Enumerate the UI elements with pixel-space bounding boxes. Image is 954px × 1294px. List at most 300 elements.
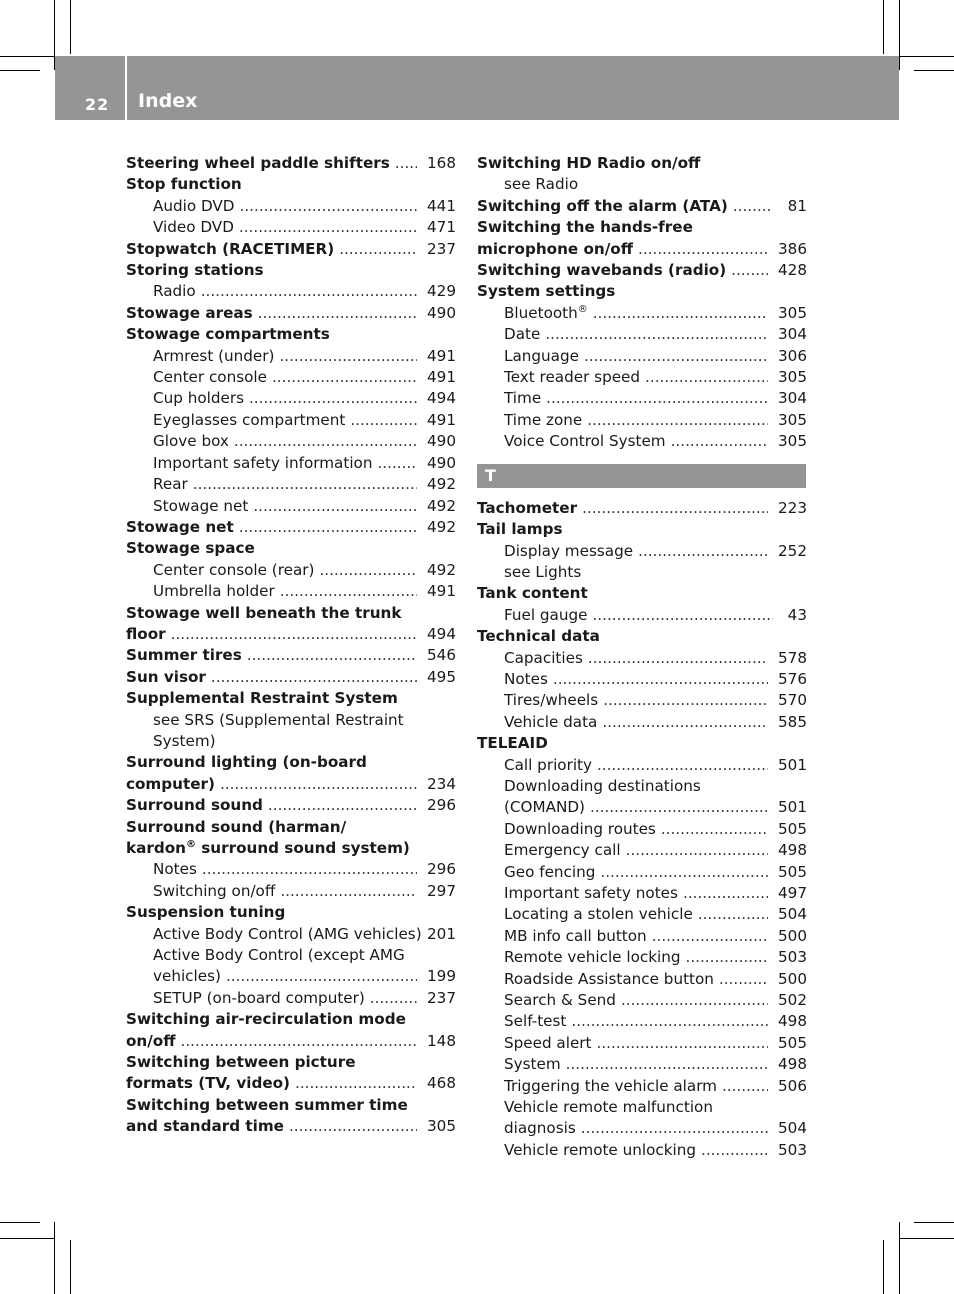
entry-page-number: 468	[427, 1074, 456, 1093]
index-subentry	[126, 346, 456, 367]
crop-mark	[900, 1238, 954, 1239]
entry-page-number: 305	[778, 410, 807, 429]
index-entry	[126, 260, 456, 281]
index-subentry	[126, 924, 456, 945]
index-subentry	[477, 1076, 807, 1097]
entry-text	[504, 388, 541, 409]
entry-label: Center console (rear)	[153, 560, 315, 579]
entry-text	[477, 218, 693, 236]
index-subentry	[477, 388, 807, 409]
dot-leader	[652, 926, 768, 947]
index-subentry	[126, 281, 456, 302]
index-subentry	[477, 174, 807, 195]
index-entry	[126, 624, 456, 645]
entry-page-number: 503	[778, 1140, 807, 1159]
dot-leader	[626, 840, 768, 861]
registered-mark: ®	[185, 838, 196, 850]
entry-text	[504, 175, 578, 193]
index-subentry	[126, 881, 456, 902]
index-subentry	[126, 217, 456, 238]
crop-mark	[0, 56, 54, 57]
index-entry	[126, 752, 456, 773]
entry-label: Tires/wheels	[504, 691, 599, 710]
dot-leader	[638, 239, 768, 260]
entry-label: microphone on/off	[477, 239, 634, 258]
entry-label: Center console	[153, 368, 267, 387]
entry-label: Technical data	[477, 627, 600, 646]
entry-label: kardon	[126, 839, 186, 857]
dot-leader	[280, 881, 417, 902]
index-entry	[126, 603, 456, 624]
entry-text	[504, 926, 647, 947]
entry-label: see SRS (Supplemental Restraint	[153, 710, 404, 729]
dot-leader	[566, 1054, 768, 1075]
entry-page-number: 43	[787, 605, 807, 624]
entry-text	[126, 261, 264, 279]
index-subentry	[126, 859, 456, 880]
index-group-s	[477, 153, 807, 453]
entry-label: Armrest (under)	[153, 346, 275, 365]
dot-leader	[719, 969, 768, 990]
entry-page-number: 471	[427, 218, 456, 237]
entry-text	[153, 474, 188, 495]
index-entry	[126, 667, 456, 688]
entry-label: Active Body Control (except AMG	[153, 946, 405, 965]
entry-text	[153, 367, 267, 388]
dot-leader	[671, 431, 768, 452]
index-subentry	[126, 966, 456, 987]
index-subentry	[477, 1140, 807, 1161]
index-subentry	[477, 755, 807, 776]
dot-leader	[722, 1076, 768, 1097]
dot-leader	[240, 196, 417, 217]
entry-text	[126, 689, 398, 707]
dot-leader	[202, 859, 417, 880]
entry-text	[504, 1098, 713, 1116]
entry-text	[153, 881, 275, 902]
dot-leader	[597, 1033, 768, 1054]
index-entry	[126, 1095, 456, 1116]
dot-leader	[683, 883, 768, 904]
entry-text	[477, 260, 726, 281]
registered-mark: ®	[577, 303, 588, 315]
entry-text	[504, 1140, 696, 1161]
entry-text	[126, 1073, 290, 1094]
entry-text	[126, 645, 242, 666]
entry-label: Stowage net	[126, 517, 234, 536]
entry-label: Triggering the vehicle alarm	[504, 1076, 717, 1095]
entry-text	[153, 453, 372, 474]
dot-leader	[239, 217, 417, 238]
entry-page-number: 148	[427, 1031, 456, 1050]
crop-mark	[0, 1238, 54, 1239]
entry-page-number: 503	[778, 948, 807, 967]
crop-mark	[900, 56, 954, 57]
dot-leader	[280, 581, 417, 602]
crop-mark	[54, 1222, 55, 1294]
entry-label: Call priority	[504, 755, 592, 774]
dot-leader	[553, 669, 768, 690]
entry-page-number: 305	[778, 432, 807, 451]
crop-mark	[883, 1240, 884, 1294]
entry-page-number: 490	[427, 453, 456, 472]
index-subentry	[126, 945, 456, 966]
entry-text	[153, 410, 345, 431]
entry-label: Time	[504, 389, 542, 408]
entry-text	[504, 1076, 717, 1097]
entry-label: Video DVD	[153, 218, 234, 237]
dot-leader	[272, 367, 417, 388]
index-entry	[126, 538, 456, 559]
page-title: Index	[138, 90, 198, 112]
entry-page-number: 429	[427, 282, 456, 301]
dot-leader	[603, 690, 768, 711]
entry-label: Switching wavebands (radio)	[477, 261, 727, 280]
entry-label: Language	[504, 346, 579, 365]
index-subentry	[477, 367, 807, 388]
entry-page-number: 234	[427, 774, 456, 793]
entry-text	[153, 217, 234, 238]
index-subentry	[477, 303, 807, 324]
index-entry	[126, 795, 456, 816]
dot-leader	[247, 645, 417, 666]
index-group-t	[477, 498, 807, 1162]
entry-page-number: 306	[778, 346, 807, 365]
dot-leader	[645, 367, 768, 388]
dot-leader	[602, 712, 768, 733]
entry-text	[126, 667, 206, 688]
crop-mark	[0, 70, 40, 71]
entry-text	[504, 777, 701, 795]
entry-page-number: 504	[778, 905, 807, 924]
dot-leader	[258, 303, 417, 324]
index-entry	[126, 174, 456, 195]
entry-text	[504, 367, 640, 388]
entry-label: Storing stations	[126, 261, 264, 280]
index-subentry	[477, 1054, 807, 1075]
entry-label: Surround lighting (on-board	[126, 753, 367, 772]
entry-label: Tachometer	[477, 498, 578, 517]
dot-leader	[319, 560, 417, 581]
index-subentry	[477, 324, 807, 345]
entry-label: Downloading routes	[504, 819, 656, 838]
dot-leader	[226, 966, 417, 987]
index-subentry	[126, 988, 456, 1009]
dot-leader	[249, 388, 417, 409]
dot-leader	[600, 862, 768, 883]
entry-text	[126, 1053, 356, 1071]
entry-label-cont: surround sound system)	[195, 839, 410, 857]
entry-label: Switching the hands-free	[477, 218, 693, 237]
index-subentry	[477, 1033, 807, 1054]
index-subentry	[126, 431, 456, 452]
index-subentry	[477, 648, 807, 669]
entry-text	[504, 1011, 566, 1032]
entry-text	[477, 520, 563, 538]
entry-page-number: 199	[427, 967, 456, 986]
entry-page-number: 491	[427, 346, 456, 365]
entry-page-number: 492	[427, 560, 456, 579]
index-entry	[126, 153, 456, 174]
entry-text	[504, 947, 681, 968]
entry-page-number: 546	[427, 646, 456, 665]
index-entry	[126, 517, 456, 538]
index-entry	[477, 196, 807, 217]
entry-page-number: 201	[427, 924, 456, 943]
index-entry	[126, 1116, 456, 1137]
entry-label: Stowage space	[126, 539, 255, 558]
entry-label: and standard time	[126, 1117, 284, 1136]
entry-label: Tank content	[477, 584, 588, 603]
index-subentry	[477, 562, 807, 583]
entry-text	[504, 648, 583, 669]
dot-leader	[211, 667, 417, 688]
entry-page-number: 501	[778, 755, 807, 774]
entry-label: Steering wheel paddle shifters	[126, 154, 390, 172]
index-subentry	[126, 196, 456, 217]
dot-leader	[377, 453, 417, 474]
entry-text	[126, 539, 255, 557]
entry-page-number: 505	[778, 819, 807, 838]
entry-label: Switching between summer time	[126, 1095, 408, 1114]
index-subentry	[477, 840, 807, 861]
index-column-left	[126, 153, 456, 1138]
crop-mark	[883, 0, 884, 54]
entry-label: Tail lamps	[477, 520, 563, 539]
crop-mark	[899, 1222, 900, 1294]
entry-text	[504, 712, 597, 733]
header-divider	[125, 56, 127, 120]
index-entry	[126, 902, 456, 923]
entry-page-number: 494	[427, 389, 456, 408]
entry-label: Important safety notes	[504, 884, 678, 902]
entry-text	[504, 605, 587, 626]
entry-text	[504, 324, 540, 345]
entry-text	[504, 690, 598, 711]
index-subentry	[477, 541, 807, 562]
entry-label: System settings	[477, 282, 616, 301]
entry-page-number: 570	[778, 691, 807, 710]
entry-page-number: 491	[427, 368, 456, 387]
index-subentry	[126, 410, 456, 431]
dot-leader	[638, 541, 768, 562]
entry-text	[504, 883, 678, 904]
entry-label: Rear	[153, 475, 188, 494]
entry-page-number: 576	[778, 669, 807, 688]
dot-leader	[621, 990, 768, 1011]
dot-leader	[582, 498, 768, 519]
entry-text	[504, 346, 579, 367]
entry-label: Stowage net	[153, 496, 249, 515]
entry-text	[126, 753, 367, 771]
dot-leader	[546, 388, 768, 409]
entry-label: System)	[153, 731, 216, 750]
entry-text	[126, 517, 234, 538]
dot-leader	[339, 239, 417, 260]
entry-page-number: 501	[778, 798, 807, 817]
entry-label: Switching HD Radio on/off	[477, 154, 701, 172]
entry-label: Surround sound	[126, 796, 263, 815]
index-entry	[477, 498, 807, 519]
entry-text	[504, 904, 693, 925]
entry-label: on/off	[126, 1031, 176, 1050]
entry-label: Geo fencing	[504, 862, 596, 881]
index-subentry	[477, 1097, 807, 1118]
index-subentry	[477, 819, 807, 840]
entry-text	[504, 862, 595, 883]
entry-label: Stop function	[126, 175, 242, 194]
entry-page-number: 492	[427, 475, 456, 494]
dot-leader	[686, 947, 769, 968]
entry-page-number: 305	[427, 1117, 456, 1136]
index-subentry	[126, 710, 456, 731]
dot-leader	[193, 474, 417, 495]
index-subentry	[477, 431, 807, 452]
entry-text	[477, 196, 728, 217]
index-entry	[126, 688, 456, 709]
index-entry	[126, 324, 456, 345]
index-column-right	[477, 153, 807, 1161]
index-entry	[126, 645, 456, 666]
index-subentry	[126, 496, 456, 517]
dot-leader	[698, 904, 768, 925]
entry-text	[153, 732, 216, 750]
entry-label: SETUP (on-board computer)	[153, 988, 365, 1007]
entry-label: TELEAID	[477, 734, 548, 753]
entry-label: Locating a stolen vehicle	[504, 905, 693, 924]
dot-leader	[590, 797, 768, 818]
entry-text	[126, 175, 242, 193]
entry-text	[153, 581, 275, 602]
entry-label: (COMAND)	[504, 798, 585, 817]
entry-page-number: 237	[427, 239, 456, 258]
index-entry	[477, 626, 807, 647]
entry-text	[153, 560, 314, 581]
index-entry	[126, 838, 456, 859]
index-entry	[477, 519, 807, 540]
index-subentry	[477, 346, 807, 367]
crop-mark	[0, 1222, 40, 1223]
entry-page-number: 491	[427, 410, 456, 429]
entry-text	[153, 281, 196, 302]
entry-label: vehicles)	[153, 967, 221, 986]
entry-label: Self-test	[504, 1012, 567, 1031]
index-subentry	[126, 453, 456, 474]
entry-text	[504, 1054, 561, 1075]
entry-text	[126, 1010, 406, 1028]
entry-label: Stowage compartments	[126, 325, 330, 344]
index-subentry	[477, 947, 807, 968]
dot-leader	[597, 755, 768, 776]
entry-page-number: 578	[778, 648, 807, 667]
dot-leader	[289, 1116, 417, 1137]
index-subentry	[477, 969, 807, 990]
entry-label: floor	[126, 624, 166, 643]
crop-mark	[70, 0, 71, 54]
dot-leader	[593, 303, 768, 324]
entry-label: Roadside Assistance button	[504, 969, 714, 988]
index-entry	[477, 733, 807, 754]
entry-label: Voice Control System	[504, 432, 666, 451]
index-subentry	[126, 474, 456, 495]
entry-label: Time zone	[504, 410, 583, 429]
entry-text	[153, 196, 235, 217]
dot-leader	[234, 431, 417, 452]
entry-text	[504, 541, 633, 562]
index-subentry	[126, 367, 456, 388]
entry-page-number: 386	[778, 239, 807, 258]
entry-text	[153, 711, 404, 729]
entry-label: Summer tires	[126, 646, 242, 665]
entry-text	[477, 239, 633, 260]
entry-text	[153, 388, 244, 409]
dot-leader	[239, 517, 417, 538]
dot-leader	[587, 410, 768, 431]
index-subentry	[477, 712, 807, 733]
entry-label: Supplemental Restraint System	[126, 689, 398, 708]
crop-mark	[70, 1240, 71, 1294]
dot-leader	[220, 774, 417, 795]
entry-page-number: 492	[427, 496, 456, 515]
index-subentry	[477, 926, 807, 947]
entry-page-number: 490	[427, 432, 456, 451]
index-entry	[126, 239, 456, 260]
section-header-t	[477, 464, 806, 488]
index-entry	[126, 1073, 456, 1094]
index-subentry	[126, 560, 456, 581]
dot-leader	[584, 346, 768, 367]
entry-page-number: 491	[427, 582, 456, 601]
entry-text	[153, 859, 197, 880]
entry-text	[504, 990, 616, 1011]
entry-label: Switching between picture	[126, 1053, 356, 1072]
entry-label: Switching off the alarm (ATA)	[477, 196, 728, 215]
entry-page-number: 494	[427, 624, 456, 643]
index-subentry	[126, 388, 456, 409]
entry-label: Glove box	[153, 432, 229, 451]
crop-mark	[914, 70, 954, 71]
entry-page-number: 252	[778, 541, 807, 560]
entry-text	[477, 154, 700, 172]
entry-label: computer)	[126, 774, 215, 793]
index-entry	[477, 260, 807, 281]
dot-leader	[581, 1118, 768, 1139]
entry-label: diagnosis	[504, 1119, 576, 1138]
entry-page-number: 305	[778, 368, 807, 387]
index-entry	[126, 1009, 456, 1030]
index-entry	[126, 1031, 456, 1052]
entry-text	[477, 498, 577, 519]
entry-text	[126, 1096, 408, 1114]
entry-text	[504, 669, 548, 690]
entry-text	[504, 1118, 576, 1139]
entry-page-number: 168	[427, 154, 456, 172]
index-subentry	[477, 605, 807, 626]
index-entry	[477, 153, 807, 174]
entry-label: System	[504, 1055, 561, 1074]
entry-text	[477, 734, 548, 752]
entry-page-number: 304	[778, 325, 807, 344]
dot-leader	[370, 988, 417, 1009]
entry-label: Stowage well beneath the trunk	[126, 603, 402, 622]
entry-text	[126, 239, 334, 260]
index-subentry	[477, 904, 807, 925]
entry-page-number: 495	[427, 667, 456, 686]
entry-page-number: 500	[778, 969, 807, 988]
entry-page-number: 428	[778, 261, 807, 280]
dot-leader	[295, 1073, 417, 1094]
entry-page-number: 441	[427, 196, 456, 215]
